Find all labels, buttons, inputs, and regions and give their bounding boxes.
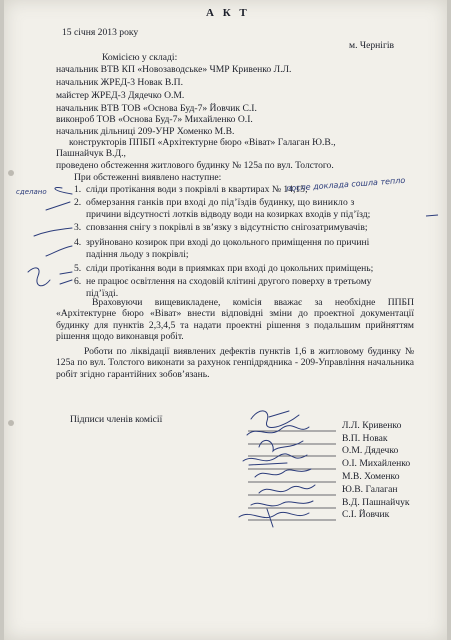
finding-text: сліди протікання води з покрівлі в квартирах № 14,15; (86, 184, 308, 195)
signatures-label: Підписи членів комісії (70, 414, 163, 425)
finding-text: причини відсутності лотків відводу води на козирках входів у під’їзд; (86, 209, 371, 220)
handwritten-dash (424, 206, 440, 226)
commission-line: начальник ЖРЕД-3 Новак В.П. (56, 77, 183, 88)
document-city: м. Чернігів (349, 40, 395, 51)
commission-intro: Комісією у складі: (102, 52, 178, 63)
conclusion-paragraph: Роботи по ліквідації виявлених дефектів пунктів 1,6 в житловому будинку № 125а по вул. Толстого виконати за рахунок генпідрядника - 209-Управління начальника робіт згідно гарантійних зобов’язань. (56, 346, 414, 380)
finding-text: сповзання снігу з покрівлі в зв’язку з відсутністю снігозатримувачів; (86, 222, 368, 233)
finding-text: падіння льоду з покрівлі; (86, 249, 189, 260)
commission-line: майстер ЖРЕД-3 Дядечко О.М. (56, 90, 185, 101)
signatory-name: О.М. Дядечко (342, 445, 399, 456)
finding-text: під’їзді. (86, 288, 119, 299)
punch-hole (8, 170, 14, 176)
handwritten-note: после доклада сошла тепло (285, 175, 406, 194)
commission-line: Пашнайчук В.Д., (56, 148, 126, 159)
signatory-name: Л.Л. Кривенко (342, 420, 402, 431)
commission-line: конструкторів ППБП «Архітектурне бюро «Віват» Галаган Ю.В., (69, 137, 336, 148)
signatory-name: В.П. Новак (342, 433, 388, 444)
finding-number: 3. (74, 222, 82, 233)
commission-line: проведено обстеження житлового будинку № 125а по вул. Толстого. (56, 160, 334, 171)
finding-number: 6. (74, 276, 82, 287)
document-page (4, 0, 447, 640)
punch-hole (8, 420, 14, 426)
commission-line: начальник дільниці 209-УНР Хоменко М.В. (56, 126, 235, 137)
commission-line: виконроб ТОВ «Основа Буд-7» Михайленко О.І. (56, 114, 253, 125)
finding-number: 5. (74, 263, 82, 274)
finding-number: 2. (74, 197, 82, 208)
commission-line: начальник ВТВ КП «Новозаводське» ЧМР Кривенко Л.Л. (56, 64, 292, 75)
handwritten-signatures (229, 405, 339, 530)
finding-text: сліди протікання води в приямках при вході до цокольних приміщень; (86, 263, 374, 274)
finding-number: 4. (74, 237, 82, 248)
signatory-name: В.Д. Пашнайчук (342, 497, 410, 508)
document-title: А К Т (206, 7, 250, 19)
finding-text: обмерзання ганків при вході до під’їздів будинку, що виникло з (86, 197, 355, 208)
findings-intro: При обстеженні виявлено наступне: (74, 172, 222, 183)
finding-text: не працює освітлення на сходовій клітині другого поверху в третьому (86, 276, 372, 287)
signatory-name: М.В. Хоменко (342, 471, 400, 482)
signatory-name: С.І. Йовчик (342, 509, 390, 520)
handwritten-brackets (14, 180, 84, 300)
signatory-name: Ю.В. Галаган (342, 484, 398, 495)
commission-line: начальник ВТВ ТОВ «Основа Буд-7» Йовчик С.І. (56, 103, 257, 114)
signatory-name: О.І. Михайленко (342, 458, 411, 469)
handwritten-margin-note: сделано (16, 188, 47, 196)
finding-text: зруйновано козирок при вході до цокольного приміщення по причині (86, 237, 370, 248)
conclusion-paragraph: Враховуючи вищевикладене, комісія вважає за необхідне ППБП «Архітектурне бюро «Віват» внести відповідні зміни до проектної документації будинку для пунктів 2,3,4,5 та надати проектні рішення з подальшим прийняттям рішення щодо виконавця робіт. (56, 297, 414, 342)
document-date: 15 січня 2013 року (62, 27, 139, 38)
finding-number: 1. (74, 184, 82, 195)
